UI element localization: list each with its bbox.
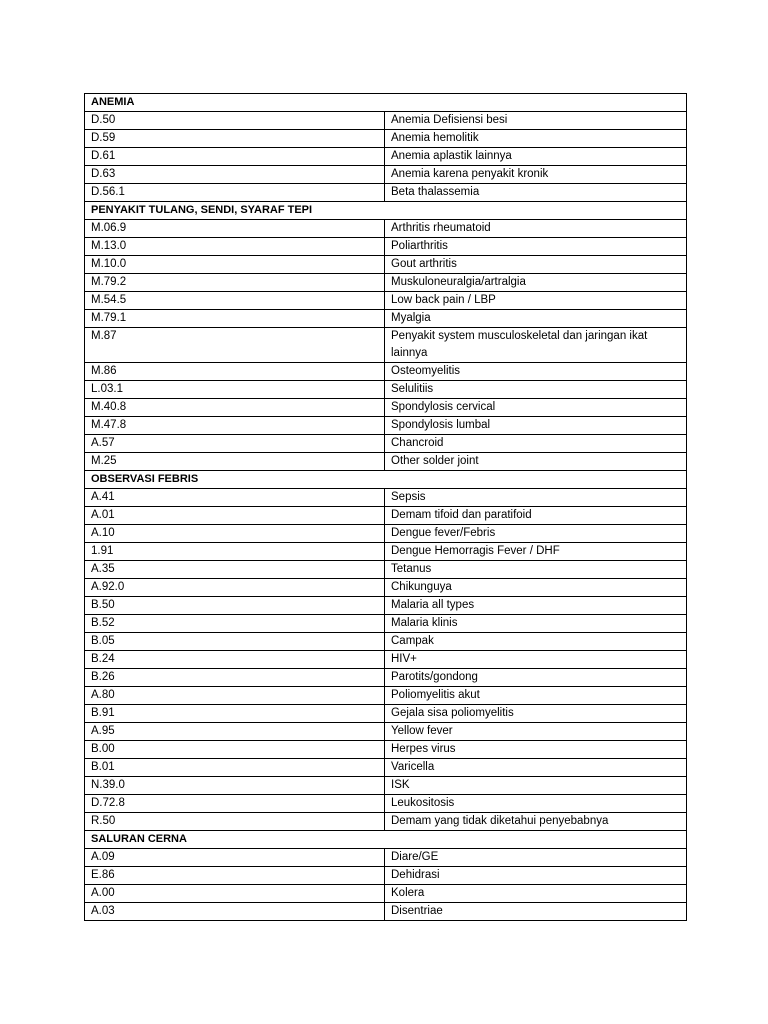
table-row xyxy=(85,615,687,633)
section-title: OBSERVASI FEBRIS xyxy=(85,471,687,489)
diagnosis-description-cell: Dengue fever/Febris xyxy=(385,525,687,543)
table-row xyxy=(85,813,687,831)
diagnosis-description-cell: Gout arthritis xyxy=(385,256,687,274)
table-row xyxy=(85,561,687,579)
diagnosis-description-cell: Arthritis rheumatoid xyxy=(385,220,687,238)
diagnosis-code-cell: D.56.1 xyxy=(85,184,385,202)
diagnosis-code-cell: M.40.8 xyxy=(85,399,385,417)
diagnosis-description-cell: Penyakit system musculoskeletal dan jaringan ikat lainnya xyxy=(385,328,687,363)
table-row xyxy=(85,148,687,166)
diagnosis-code-cell: B.01 xyxy=(85,759,385,777)
diagnosis-description-cell: Poliomyelitis akut xyxy=(385,687,687,705)
section-title: ANEMIA xyxy=(85,94,687,112)
diagnosis-code-cell: B.52 xyxy=(85,615,385,633)
table-row xyxy=(85,597,687,615)
diagnosis-description-cell: Low back pain / LBP xyxy=(385,292,687,310)
diagnosis-code-cell: D.50 xyxy=(85,112,385,130)
table-row xyxy=(85,669,687,687)
diagnosis-description-cell: Muskuloneuralgia/artralgia xyxy=(385,274,687,292)
diagnosis-code-cell: M.79.1 xyxy=(85,310,385,328)
table-row xyxy=(85,705,687,723)
table-row xyxy=(85,112,687,130)
table-row xyxy=(85,489,687,507)
table-row xyxy=(85,256,687,274)
diagnosis-code-cell: M.06.9 xyxy=(85,220,385,238)
table-row xyxy=(85,885,687,903)
table-row xyxy=(85,292,687,310)
diagnosis-code-cell: M.87 xyxy=(85,328,385,363)
diagnosis-code-cell: A.10 xyxy=(85,525,385,543)
diagnosis-code-cell: M.79.2 xyxy=(85,274,385,292)
diagnosis-description-cell: Diare/GE xyxy=(385,849,687,867)
diagnosis-code-cell: B.00 xyxy=(85,741,385,759)
diagnosis-description-cell: Herpes virus xyxy=(385,741,687,759)
diagnosis-description-cell: Sepsis xyxy=(385,489,687,507)
diagnosis-code-cell: M.54.5 xyxy=(85,292,385,310)
table-row xyxy=(85,328,687,363)
diagnosis-code-cell: B.50 xyxy=(85,597,385,615)
table-row xyxy=(85,867,687,885)
diagnosis-description-cell: Campak xyxy=(385,633,687,651)
diagnosis-code-cell: D.72.8 xyxy=(85,795,385,813)
table-row xyxy=(85,741,687,759)
diagnosis-code-cell: B.05 xyxy=(85,633,385,651)
diagnosis-code-cell: M.86 xyxy=(85,363,385,381)
table-row xyxy=(85,381,687,399)
diagnosis-description-cell: Demam yang tidak diketahui penyebabnya xyxy=(385,813,687,831)
diagnosis-code-cell: N.39.0 xyxy=(85,777,385,795)
diagnosis-description-cell: Demam tifoid dan paratifoid xyxy=(385,507,687,525)
diagnosis-description-cell: Anemia aplastik lainnya xyxy=(385,148,687,166)
diagnosis-description-cell: Leukositosis xyxy=(385,795,687,813)
table-row xyxy=(85,130,687,148)
diagnosis-code-cell: A.01 xyxy=(85,507,385,525)
diagnosis-description-cell: Anemia karena penyakit kronik xyxy=(385,166,687,184)
diagnosis-code-cell: A.57 xyxy=(85,435,385,453)
diagnosis-code-cell: A.95 xyxy=(85,723,385,741)
diagnosis-code-cell: B.26 xyxy=(85,669,385,687)
diagnosis-code-table xyxy=(84,93,687,921)
table-row xyxy=(85,453,687,471)
diagnosis-description-cell: Chikunguya xyxy=(385,579,687,597)
diagnosis-code-cell: M.25 xyxy=(85,453,385,471)
section-title: PENYAKIT TULANG, SENDI, SYARAF TEPI xyxy=(85,202,687,220)
table-row xyxy=(85,220,687,238)
diagnosis-code-cell: A.03 xyxy=(85,903,385,921)
table-row xyxy=(85,777,687,795)
table-row xyxy=(85,579,687,597)
diagnosis-code-cell: B.91 xyxy=(85,705,385,723)
diagnosis-code-cell: B.24 xyxy=(85,651,385,669)
diagnosis-description-cell: Selulitiis xyxy=(385,381,687,399)
table-row xyxy=(85,723,687,741)
section-title: SALURAN CERNA xyxy=(85,831,687,849)
table-row xyxy=(85,651,687,669)
table-row xyxy=(85,238,687,256)
diagnosis-description-cell: Malaria klinis xyxy=(385,615,687,633)
table-row xyxy=(85,274,687,292)
diagnosis-code-cell: A.92.0 xyxy=(85,579,385,597)
diagnosis-code-cell: L.03.1 xyxy=(85,381,385,399)
diagnosis-code-cell: E.86 xyxy=(85,867,385,885)
diagnosis-description-cell: Poliarthritis xyxy=(385,238,687,256)
diagnosis-description-cell: Yellow fever xyxy=(385,723,687,741)
table-row xyxy=(85,687,687,705)
document-page xyxy=(84,93,686,921)
diagnosis-code-cell: A.41 xyxy=(85,489,385,507)
diagnosis-description-cell: Dengue Hemorragis Fever / DHF xyxy=(385,543,687,561)
diagnosis-description-cell: Kolera xyxy=(385,885,687,903)
table-row xyxy=(85,849,687,867)
section-header-row xyxy=(85,94,687,112)
diagnosis-description-cell: ISK xyxy=(385,777,687,795)
table-row xyxy=(85,633,687,651)
table-row xyxy=(85,435,687,453)
diagnosis-description-cell: HIV+ xyxy=(385,651,687,669)
diagnosis-code-table-body xyxy=(85,94,687,921)
table-row xyxy=(85,184,687,202)
diagnosis-code-cell: A.09 xyxy=(85,849,385,867)
diagnosis-code-cell: D.59 xyxy=(85,130,385,148)
table-row xyxy=(85,166,687,184)
diagnosis-description-cell: Varicella xyxy=(385,759,687,777)
diagnosis-code-cell: D.63 xyxy=(85,166,385,184)
diagnosis-description-cell: Parotits/gondong xyxy=(385,669,687,687)
diagnosis-code-cell: M.10.0 xyxy=(85,256,385,274)
diagnosis-code-cell: R.50 xyxy=(85,813,385,831)
diagnosis-description-cell: Myalgia xyxy=(385,310,687,328)
diagnosis-description-cell: Anemia hemolitik xyxy=(385,130,687,148)
diagnosis-description-cell: Osteomyelitis xyxy=(385,363,687,381)
diagnosis-description-cell: Malaria all types xyxy=(385,597,687,615)
diagnosis-description-cell: Chancroid xyxy=(385,435,687,453)
diagnosis-description-cell: Other solder joint xyxy=(385,453,687,471)
table-row xyxy=(85,525,687,543)
diagnosis-code-cell: M.13.0 xyxy=(85,238,385,256)
diagnosis-description-cell: Dehidrasi xyxy=(385,867,687,885)
diagnosis-description-cell: Gejala sisa poliomyelitis xyxy=(385,705,687,723)
diagnosis-code-cell: A.00 xyxy=(85,885,385,903)
table-row xyxy=(85,903,687,921)
diagnosis-code-cell: A.80 xyxy=(85,687,385,705)
table-row xyxy=(85,543,687,561)
table-row xyxy=(85,507,687,525)
section-header-row xyxy=(85,471,687,489)
diagnosis-description-cell: Spondylosis lumbal xyxy=(385,417,687,435)
table-row xyxy=(85,417,687,435)
table-row xyxy=(85,363,687,381)
section-header-row xyxy=(85,202,687,220)
diagnosis-code-cell: M.47.8 xyxy=(85,417,385,435)
section-header-row xyxy=(85,831,687,849)
table-row xyxy=(85,399,687,417)
diagnosis-description-cell: Disentriae xyxy=(385,903,687,921)
diagnosis-description-cell: Tetanus xyxy=(385,561,687,579)
diagnosis-code-cell: A.35 xyxy=(85,561,385,579)
table-row xyxy=(85,310,687,328)
diagnosis-description-cell: Anemia Defisiensi besi xyxy=(385,112,687,130)
table-row xyxy=(85,795,687,813)
diagnosis-description-cell: Beta thalassemia xyxy=(385,184,687,202)
diagnosis-code-cell: 1.91 xyxy=(85,543,385,561)
table-row xyxy=(85,759,687,777)
diagnosis-code-cell: D.61 xyxy=(85,148,385,166)
diagnosis-description-cell: Spondylosis cervical xyxy=(385,399,687,417)
